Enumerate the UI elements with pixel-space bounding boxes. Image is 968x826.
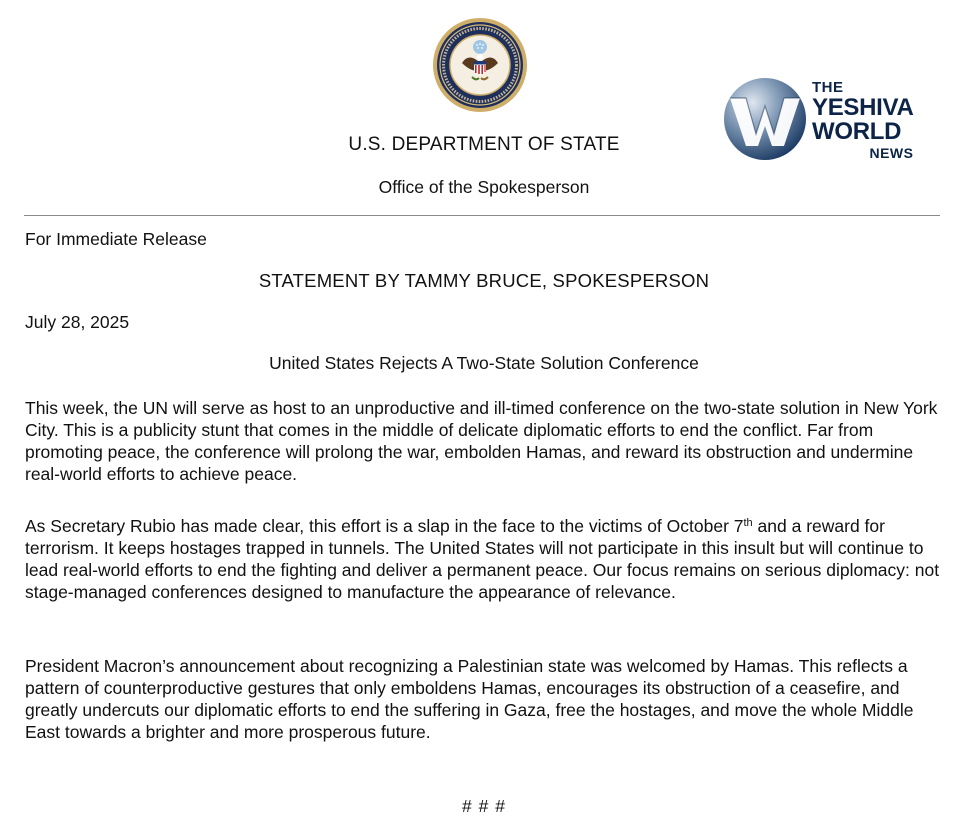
- office-subheading: Office of the Spokesperson: [378, 177, 590, 197]
- end-of-release-mark: # # #: [462, 796, 506, 816]
- release-date: July 28, 2025: [25, 312, 130, 332]
- ywn-line-yeshiva: YESHIVA: [812, 94, 914, 121]
- body-paragraph-3: President Macron’s announcement about recognizing a Palestinian state was welcomed by Hamas. This reflects a pattern of counterproductive gestures that only emboldens Hamas, encourages its obstruction of a ceasefire, and greatly undercuts our diplomatic efforts to end the suffering in Gaza, free the hostages, and move the whole Middle East towards a brighter and more prosperous future.: [25, 656, 914, 742]
- ywn-line-the: THE: [812, 79, 844, 96]
- ywn-line-news: NEWS: [869, 145, 914, 161]
- department-of-state-seal-icon: [432, 17, 528, 113]
- release-label: For Immediate Release: [25, 229, 207, 249]
- body-paragraph-2: [25, 515, 945, 603]
- body-paragraph-1: This week, the UN will serve as host to an unproductive and ill-timed conference on the two-state solution in New York City. This is a publicity stunt that comes in the middle of delicate diplomatic efforts to end the conflict. Far from promoting peace, the conference will prolong the war, embolden Hamas, and reward its obstruction and undermine real-world efforts to achieve peace.: [25, 398, 938, 484]
- paragraph-2-text-end: and a reward for terrorism. It keeps hostages trapped in tunnels. The United States will not participate in this insult but will continue to lead real-world efforts to end the fighting and deliver a permanent peace. Our focus remains on serious diplomacy: not stage-managed conferences designed to manufacture the appearance of relevance.: [25, 516, 940, 602]
- department-heading: U.S. DEPARTMENT OF STATE: [348, 134, 620, 155]
- paragraph-2-text-start: As Secretary Rubio has made clear, this effort is a slap in the face to the victims of October 7: [25, 516, 744, 536]
- ywn-line-world: WORLD: [812, 118, 902, 145]
- ordinal-suffix: th: [743, 517, 753, 529]
- statement-title: STATEMENT BY TAMMY BRUCE, SPOKESPERSON: [258, 270, 710, 291]
- header-divider: [24, 215, 940, 216]
- statement-headline: United States Rejects A Two-State Solution Conference: [269, 353, 699, 373]
